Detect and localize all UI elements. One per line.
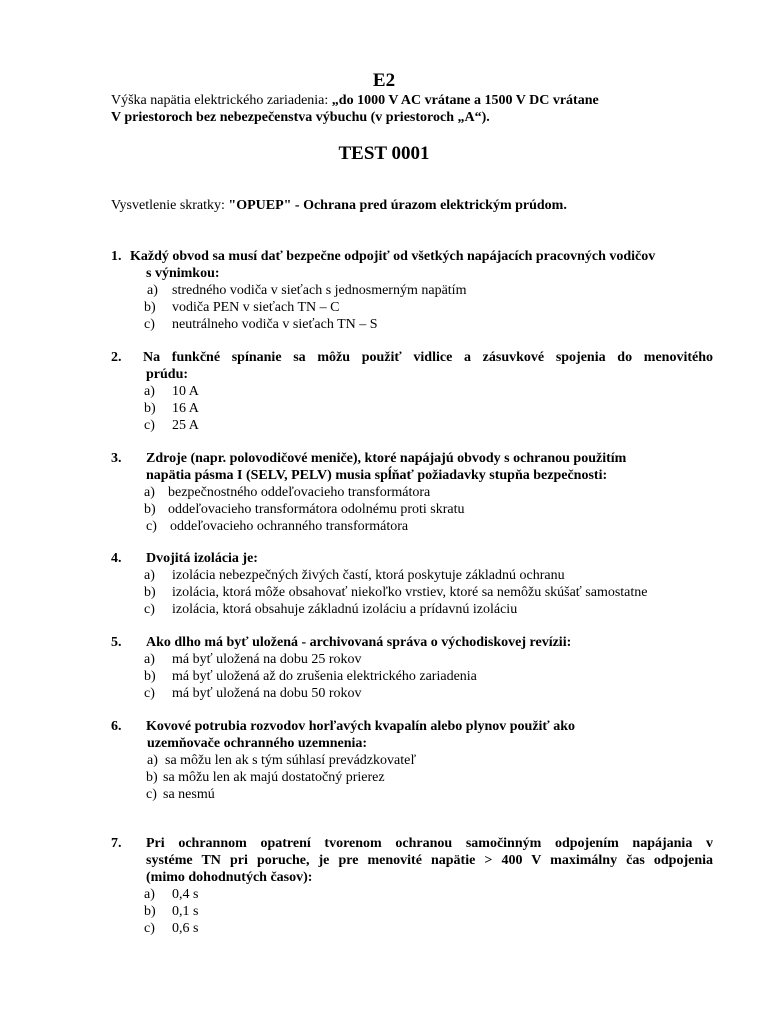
question-5-line-1	[111, 634, 713, 651]
option-label: c)	[146, 519, 157, 534]
option-a[interactable]	[111, 752, 713, 769]
option-text: izolácia, ktorá obsahuje základnú izoláciu a prídavnú izoláciu	[172, 602, 518, 617]
question-text-cont: napätia pásma I (SELV, PELV) musia spĺňať požiadavky stupňa bezpečnosti:	[146, 468, 608, 483]
question-text: Kovové potrubia rozvodov horľavých kvapalín alebo plynov použiť ako	[146, 719, 575, 734]
option-c[interactable]	[111, 920, 713, 937]
option-label: c)	[144, 418, 155, 433]
question-3	[111, 450, 713, 535]
option-text: sa môžu len ak majú dostatočný prierez	[163, 770, 385, 785]
option-a[interactable]	[111, 567, 713, 584]
question-number: 2.	[111, 350, 122, 365]
question-1-line-1	[111, 248, 713, 265]
question-7-line-2	[111, 852, 713, 869]
option-c[interactable]	[111, 417, 713, 434]
question-text: Každý obvod sa musí dať bezpečne odpojiť od všetkých napájacích pracovných vodičov	[130, 249, 656, 264]
option-text: izolácia, ktorá môže obsahovať niekoľko vrstiev, ktoré sa nemôžu skúšať samostatne	[172, 585, 648, 600]
abbr-definition: "OPUEP" - Ochrana pred úrazom elektrickým prúdom.	[228, 198, 567, 213]
question-text-cont: prúdu:	[146, 367, 189, 382]
question-number: 6.	[111, 719, 122, 734]
document-code: E2	[372, 70, 396, 91]
option-b[interactable]	[111, 400, 713, 417]
option-label: c)	[144, 686, 155, 701]
option-a[interactable]	[111, 886, 713, 903]
question-3-line-1	[111, 450, 713, 467]
scope-bold-1: „do 1000 V AC vrátane a 1500 V DC vrátane	[331, 93, 599, 108]
option-text: 25 A	[172, 418, 199, 433]
option-label: a)	[144, 568, 155, 583]
option-text: oddeľovacieho ochranného transformátora	[170, 519, 409, 534]
option-text: 10 A	[172, 384, 199, 399]
option-label: b)	[144, 502, 156, 517]
question-2-line-1	[111, 349, 713, 366]
option-text: oddeľovacieho transformátora odolnému proti skratu	[168, 502, 465, 517]
option-b[interactable]	[111, 668, 713, 685]
option-c[interactable]	[111, 518, 713, 535]
question-6	[111, 718, 713, 803]
scope-prefix: Výška napätia elektrického zariadenia:	[111, 93, 332, 108]
test-title: TEST 0001	[338, 143, 430, 164]
option-label: b)	[144, 904, 156, 919]
option-text: neutrálneho vodiča v sieťach TN – S	[172, 317, 378, 332]
question-4-line-1	[111, 550, 713, 567]
option-text: 16 A	[172, 401, 199, 416]
question-number: 4.	[111, 551, 122, 566]
option-label: a)	[147, 753, 158, 768]
option-label: a)	[144, 652, 155, 667]
option-c[interactable]	[111, 685, 713, 702]
scope-line-2: V priestoroch bez nebezpečenstva výbuchu (v priestoroch „A“).	[111, 110, 490, 125]
option-text: má byť uložená na dobu 50 rokov	[172, 686, 362, 701]
question-text: Ako dlho má byť uložená - archivovaná správa o východiskovej revízii:	[146, 635, 572, 650]
question-text-cont: s výnimkou:	[146, 266, 220, 281]
option-label: b)	[146, 770, 158, 785]
question-text-cont: (mimo dohodnutých časov):	[146, 870, 313, 885]
option-label: b)	[144, 300, 156, 315]
option-text: má byť uložená až do zrušenia elektrického zariadenia	[172, 669, 477, 684]
option-label: c)	[144, 602, 155, 617]
option-c[interactable]	[111, 316, 713, 333]
option-text: 0,4 s	[172, 887, 199, 902]
option-a[interactable]	[111, 282, 713, 299]
option-label: a)	[144, 485, 155, 500]
option-label: c)	[144, 921, 155, 936]
question-text-cont: uzemňovače ochranného uzemnenia:	[147, 736, 368, 751]
question-text: Zdroje (napr. polovodičové meniče), ktoré napájajú obvody s ochranou použitím	[146, 451, 627, 466]
scope-line-1	[111, 92, 731, 109]
question-2	[111, 349, 713, 434]
question-number: 7.	[111, 836, 122, 851]
option-b[interactable]	[111, 903, 713, 920]
question-7	[111, 835, 713, 937]
option-b[interactable]	[111, 501, 713, 518]
option-a[interactable]	[111, 651, 713, 668]
question-number: 5.	[111, 635, 122, 650]
question-4	[111, 550, 713, 618]
option-b[interactable]	[111, 769, 713, 786]
question-6-line-1	[111, 718, 713, 735]
option-label: a)	[144, 384, 155, 399]
option-label: b)	[144, 669, 156, 684]
abbreviation-note	[111, 197, 567, 214]
option-label: a)	[147, 283, 158, 298]
option-b[interactable]	[111, 299, 713, 316]
option-text: 0,1 s	[172, 904, 199, 919]
question-text: Pri ochrannom opatrení tvorenom ochranou samočinným odpojením napájania v	[146, 836, 713, 851]
question-7-line-1	[111, 835, 713, 852]
option-a[interactable]	[111, 484, 713, 501]
option-label: c)	[146, 787, 157, 802]
question-text: Dvojitá izolácia je:	[146, 551, 258, 566]
question-1	[111, 248, 713, 333]
question-number: 1.	[111, 249, 122, 264]
option-text: izolácia nebezpečných živých častí, ktorá poskytuje základnú ochranu	[172, 568, 565, 583]
question-5	[111, 634, 713, 702]
option-text: vodiča PEN v sieťach TN – C	[172, 300, 340, 315]
option-a[interactable]	[111, 383, 713, 400]
option-text: 0,6 s	[172, 921, 199, 936]
question-number: 3.	[111, 451, 122, 466]
option-c[interactable]	[111, 601, 713, 618]
option-label: b)	[144, 585, 156, 600]
option-label: c)	[144, 317, 155, 332]
question-text-cont: systéme TN pri poruche, je pre menovité napätie > 400 V maximálny čas odpojenia	[146, 853, 713, 868]
option-text: bezpečnostného oddeľovacieho transformátora	[168, 485, 431, 500]
voltage-scope	[111, 92, 731, 126]
option-text: sa môžu len ak s tým súhlasí prevádzkovateľ	[165, 753, 417, 768]
option-text: stredného vodiča v sieťach s jednosmerným napätím	[172, 283, 467, 298]
option-b[interactable]	[111, 584, 713, 601]
option-label: a)	[144, 887, 155, 902]
abbr-prefix: Vysvetlenie skratky:	[111, 198, 229, 213]
option-text: má byť uložená na dobu 25 rokov	[172, 652, 362, 667]
option-text: sa nesmú	[163, 787, 215, 802]
option-label: b)	[144, 401, 156, 416]
question-text: Na funkčné spínanie sa môžu použiť vidlice a zásuvkové spojenia do menovitého	[143, 350, 713, 365]
option-c[interactable]	[111, 786, 713, 803]
